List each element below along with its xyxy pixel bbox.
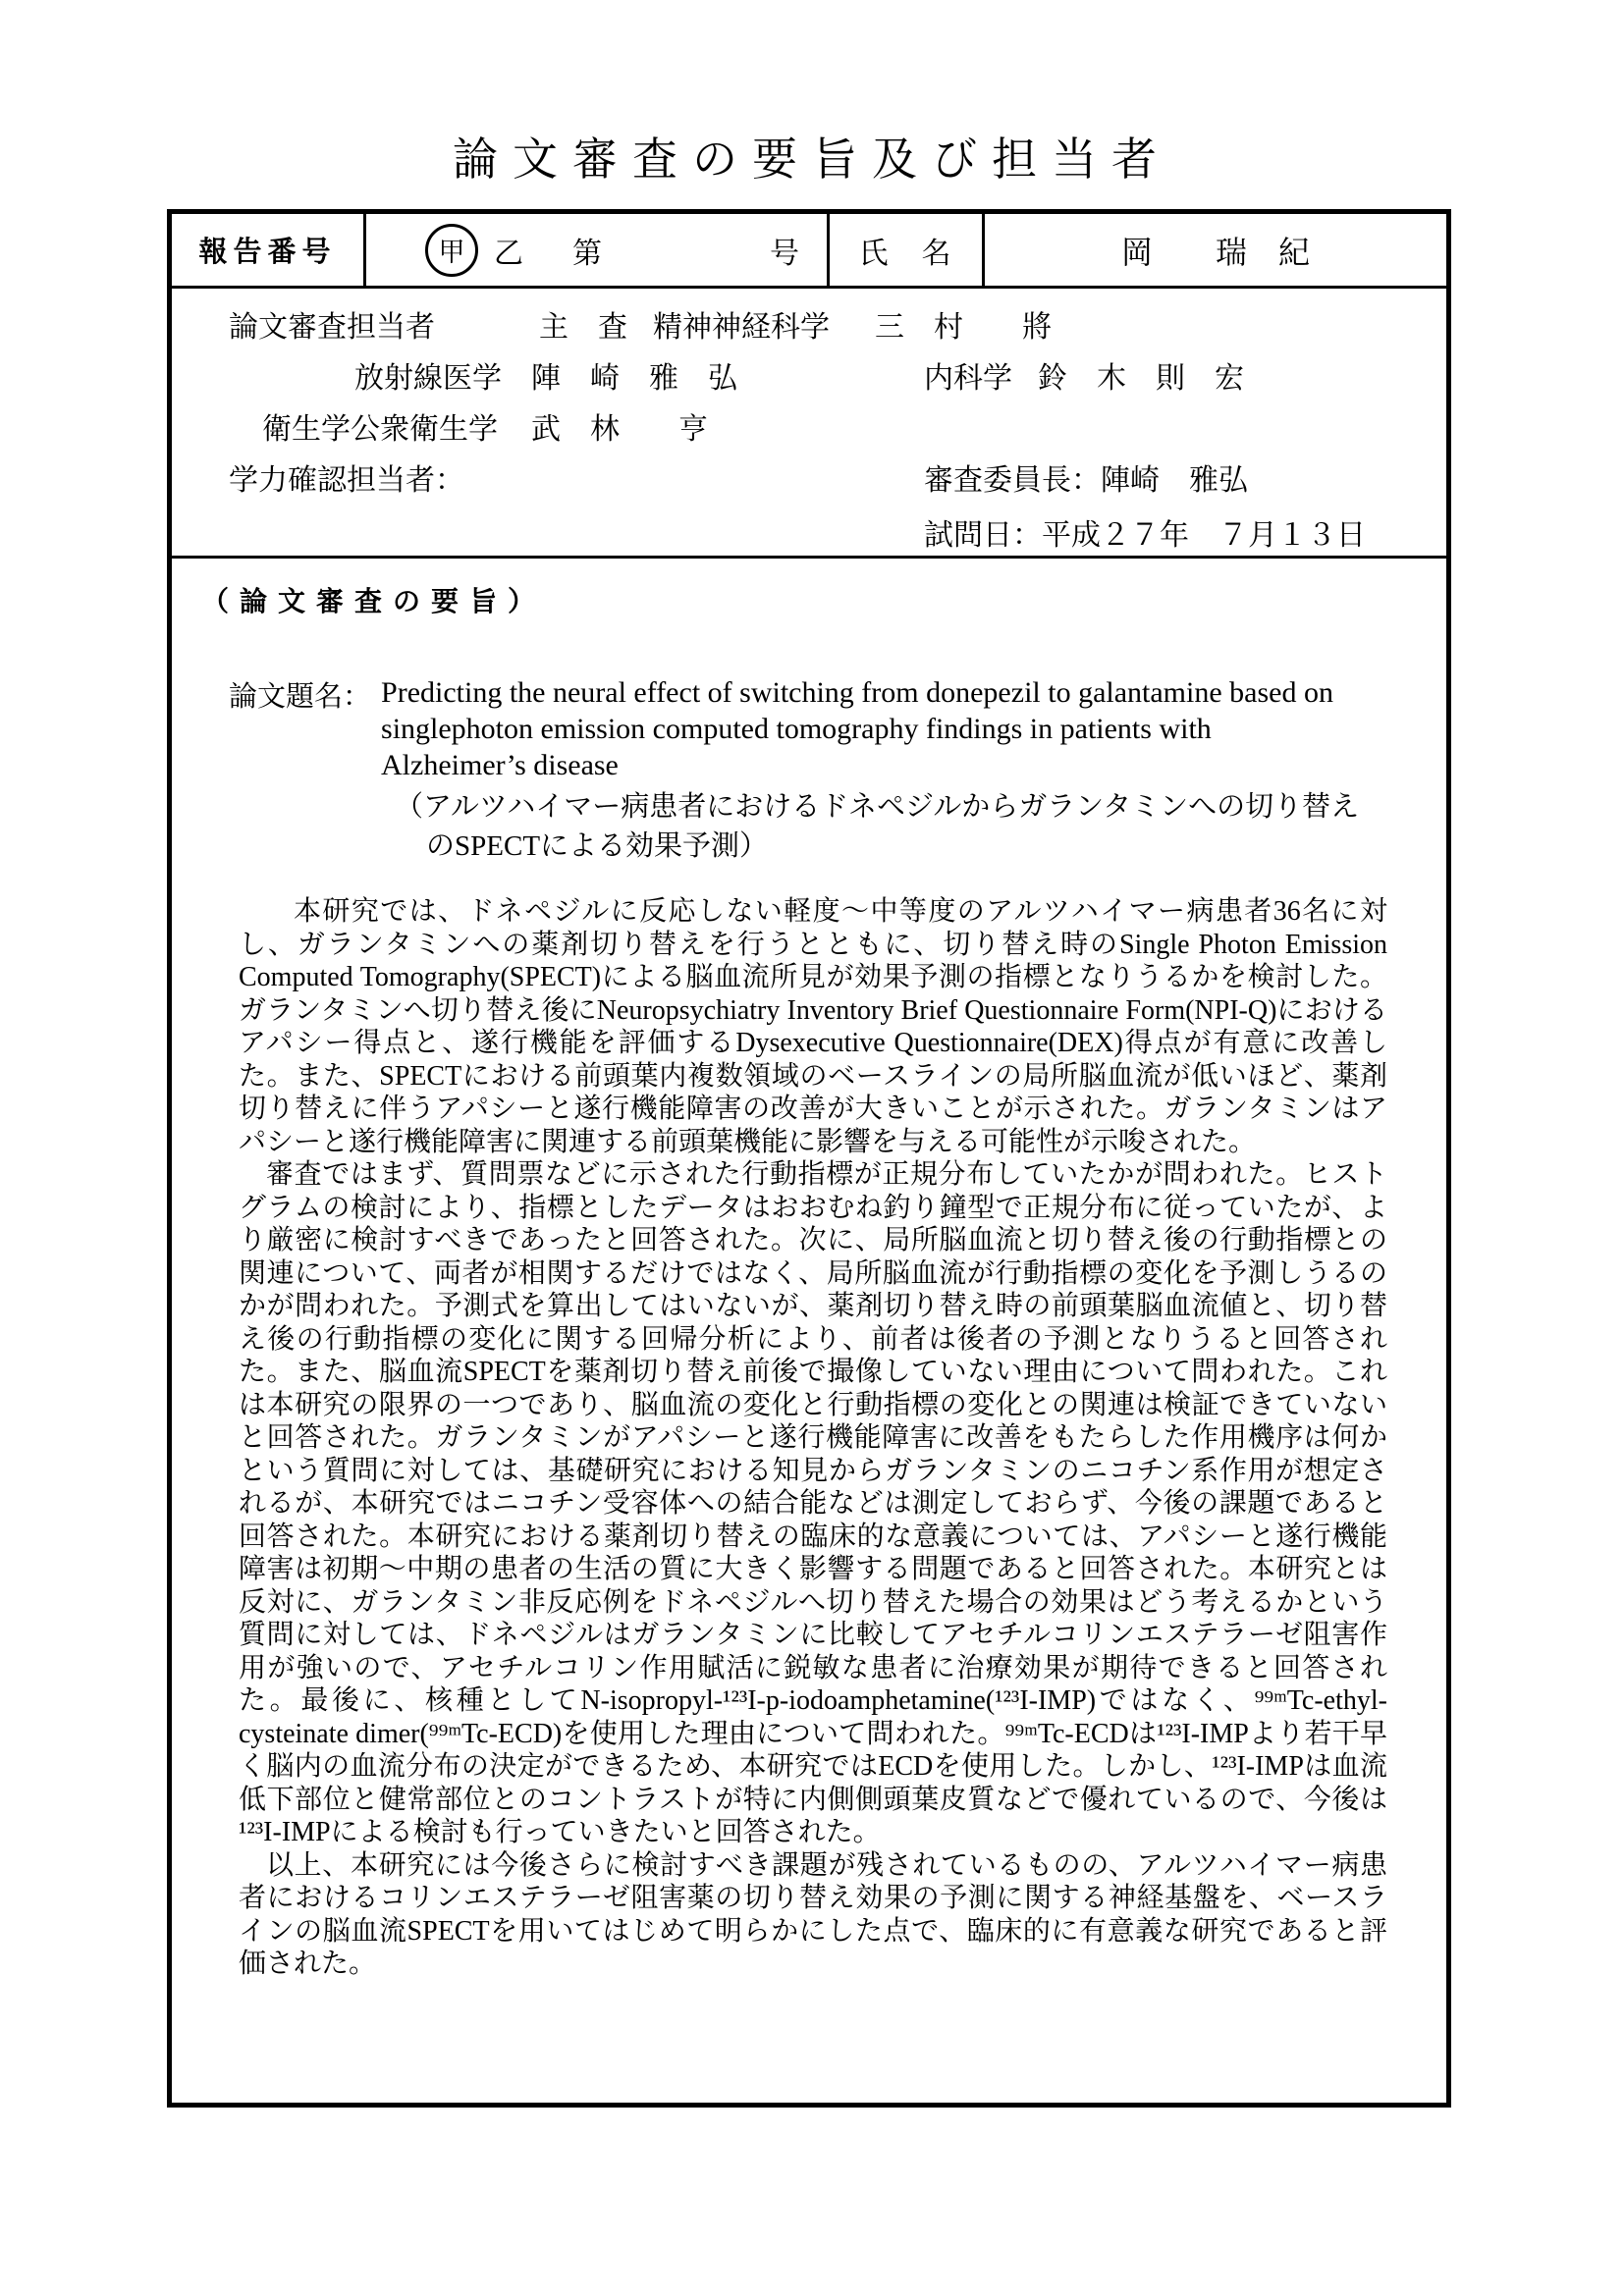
summary-section (172, 580, 1446, 1981)
thesis-title-en-line: Predicting the neural effect of switching from donepezil to galantamine based on (381, 676, 1333, 709)
summary-paragraph: 本研究では、ドネペジルに反応しない軽度～中等度のアルツハイマー病患者36名に対し、ガランタミンへの薬剤切り替えを行うとともに、切り替え時のSingle Photon Emission Computed Tomography(SPECT)による脳血流所見が効果予測の指標となりうるかを検討した。ガランタミンへ切り替え後にNeuropsychiatry Inventory Brief Questionnaire Form(NPI-Q)におけるアパシー得点と、遂行機能を評価するDysexecutive Questionnaire(DEX)得点が有意に改善した。また、SPECTにおける前頭葉内複数領域のベースラインの局所脳血流が低いほど、薬剤切り替えに伴うアパシーと遂行機能障害の改善が大きいことが示された。ガランタミンはアパシーと遂行機能障害に関連する前頭葉機能に影響を与える可能性が示唆された。 (239, 896, 1387, 1157)
thesis-title-label: 論文題名： (229, 681, 372, 713)
review-summary-body (239, 895, 1387, 1981)
name-label: 氏 名 (830, 214, 985, 286)
name-value: 岡 瑞 紀 (1120, 234, 1310, 270)
report-number-label: 報告番号 (172, 214, 366, 286)
summary-heading: （論文審査の要旨） (201, 586, 547, 616)
page-title: 論文審査の要旨及び担当者 (453, 134, 1171, 185)
examiners-label: 論文審査担当者 (229, 311, 435, 344)
thesis-title-en-line: Alzheimer’s disease (381, 749, 619, 781)
thesis-title-text (381, 674, 1359, 866)
member1-dept: 放射線医学 (354, 362, 502, 395)
summary-paragraph: 審査ではまず、質問票などに示された行動指標が正規分布していたかが問われた。ヒストグラムの検討により、指標としたデータはおおむね釣り鐘型で正規分布に従っていたが、より厳密に検討すべきであったと回答された。次に、局所脳血流と切り替え後の行動指標との関連について、両者が相関するだけではなく、局所脳血流が行動指標の変化を予測しうるのかが問われた。予測式を算出してはいないが、薬剤切り替え時の前頭葉脳血流値と、切り替え後の行動指標の変化に関する回帰分析により、前者は後者の予測となりうると回答された。また、脳血流SPECTを薬剤切り替え前後で撮像していない理由について問われた。これは本研究の限界の一つであり、脳血流の変化と行動指標の変化との関連は検証できていないと回答された。ガランタミンがアパシーと遂行機能障害に改善をもたらした作用機序は何かという質問に対しては、基礎研究における知見からガランタミンのニコチン系作用が想定されるが、本研究ではニコチン受容体への結合能などは測定しておらず、今後の課題であると回答された。本研究における薬剤切り替えの臨床的な意義については、アパシーと遂行機能障害は初期～中期の患者の生活の質に大きく影響する問題であると回答された。本研究とは反対に、ガランタミン非反応例をドネペジルへ切り替えた場合の効果はどう考えるかという質問に対しては、ドネペジルはガランタミンに比較してアセチルコリンエステラーゼ阻害作用が強いので、アセチルコリン作用賦活に鋭敏な患者に治療効果が期待できると回答された。最後に、核種としてN-isopropyl-¹²³I-p-iodoamphetamine(¹²³I-IMP)ではなく、⁹⁹ᵐTc-ethyl-cysteinate dimer(⁹⁹ᵐTc-ECD)を使用した理由について問われた。⁹⁹ᵐTc-ECDは¹²³I-IMPより若干早く脳内の血流分布の決定ができるため、本研究ではECDを使用した。しかし、¹²³I-IMPは血流低下部位と健常部位とのコントラストが特に内側側頭葉皮質などで優れているので、今後は¹²³I-IMPによる検討も行っていきたいと回答された。 (239, 1159, 1387, 1847)
thesis-title-block (229, 674, 1446, 866)
otsu-dai-text: 乙 第 (494, 237, 612, 270)
thesis-title-jp-line: のSPECTによる効果予測） (426, 830, 769, 862)
chief-examiner-role: 主 査 (539, 311, 627, 344)
committee-section (172, 289, 1446, 559)
thesis-title-jp-line: （アルツハイマー病患者におけるドネペジルからガランタミンへの切り替え (395, 791, 1360, 823)
member1-name: 陣 崎 雅 弘 (531, 362, 737, 395)
chief-examiner-name: 三 村 將 (875, 311, 1052, 344)
header-row (172, 214, 1446, 289)
exam-date-line: 試問日：平成２７年 ７月１３日 (924, 519, 1366, 552)
chief-examiner-dept: 精神神経科学 (653, 311, 830, 344)
report-table (167, 209, 1451, 2108)
academic-check-label: 学力確認担当者： (229, 464, 464, 497)
summary-paragraph: 以上、本研究には今後さらに検討すべき課題が残されているものの、アルツハイマー病患者におけるコリンエステラーゼ阻害薬の切り替え効果の予測に関する神経基盤を、ベースラインの脳血流SPECTを用いてはじめて明らかにした点で、臨床的に有意義な研究であると評価された。 (239, 1849, 1387, 1979)
member3-name: 武 林 亨 (531, 413, 708, 446)
thesis-title-en-line: singlephoton emission computed tomography findings in patients with (381, 713, 1212, 745)
member3-dept: 衛生学公衆衛生学 (262, 413, 498, 446)
report-number-cell (366, 214, 830, 286)
koh-circled-mark: 甲 (425, 224, 478, 277)
member2-dept: 内科学 (924, 362, 1012, 395)
committee-chair-line: 審査委員長：陣崎 雅弘 (924, 464, 1248, 497)
gou-text: 号 (770, 237, 799, 270)
member2-name: 鈴 木 則 宏 (1038, 362, 1244, 395)
